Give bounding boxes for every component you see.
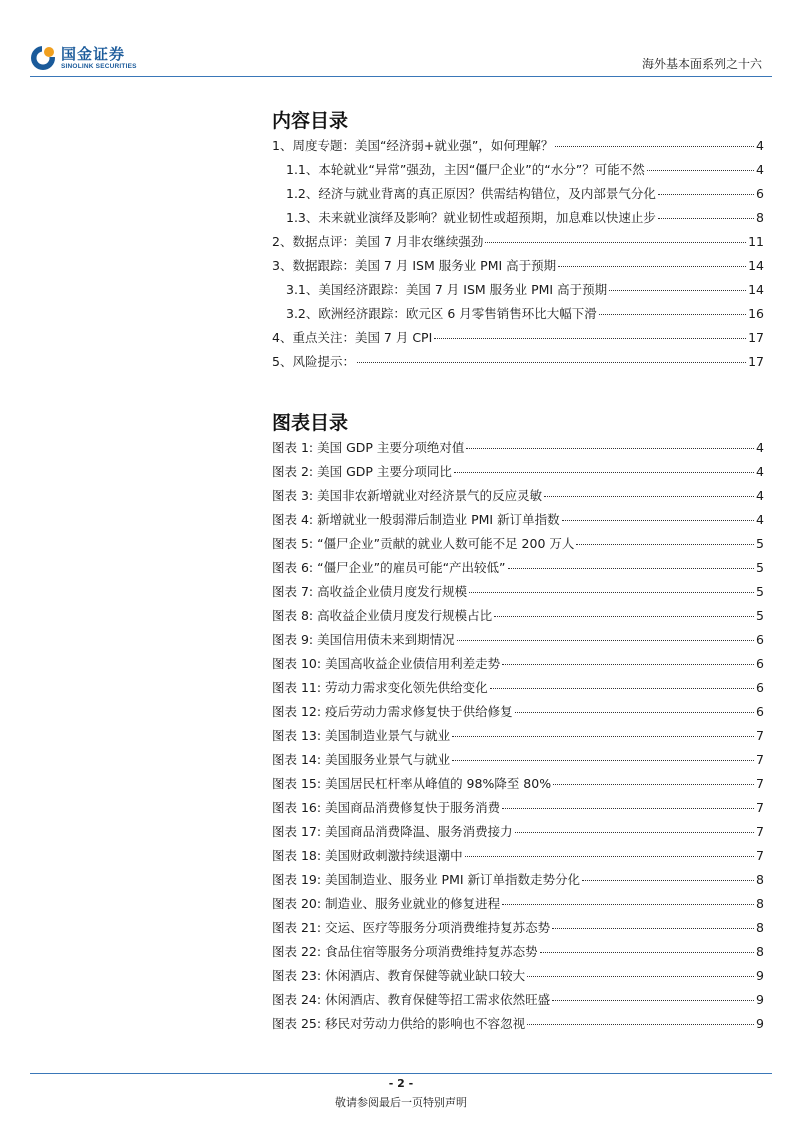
toc-entry-label[interactable]: 1.3、未来就业演绎及影响？就业韧性或超预期，加息难以快速止步 [286, 210, 656, 225]
toc-entry-page[interactable]: 16 [748, 306, 764, 321]
contents-entry[interactable] [272, 280, 764, 304]
toc-entry-page[interactable]: 6 [756, 680, 764, 695]
toc-entry-page[interactable]: 7 [756, 800, 764, 815]
toc-entry-page[interactable]: 14 [748, 282, 764, 297]
figure-entry[interactable] [272, 582, 764, 606]
toc-entry-label[interactable]: 图表 2: 美国 GDP 主要分项同比 [272, 464, 452, 479]
toc-entry-page[interactable]: 8 [756, 920, 764, 935]
toc-entry-label[interactable]: 图表 24: 休闲酒店、教育保健等招工需求依然旺盛 [272, 992, 551, 1007]
toc-entry-page[interactable]: 4 [756, 512, 764, 527]
figure-entry[interactable] [272, 726, 764, 750]
toc-entry-page[interactable]: 9 [756, 968, 764, 983]
contents-entry[interactable] [272, 256, 764, 280]
toc-entry-page[interactable]: 5 [756, 584, 764, 599]
toc-entry-label[interactable]: 图表 21: 交运、医疗等服务分项消费维持复苏态势 [272, 920, 551, 935]
header-divider [30, 76, 772, 77]
dot-leader [454, 472, 754, 473]
toc-entry-page[interactable]: 8 [756, 210, 764, 225]
figure-entry[interactable] [272, 630, 764, 654]
dot-leader [515, 832, 754, 833]
figure-entry[interactable] [272, 870, 764, 894]
toc-entry-page[interactable]: 17 [748, 330, 764, 345]
toc-entry-label[interactable]: 图表 23: 休闲酒店、教育保健等就业缺口较大 [272, 968, 526, 983]
toc-entry-label[interactable]: 图表 8: 高收益企业债月度发行规模占比 [272, 608, 493, 623]
toc-entry-label[interactable]: 图表 19: 美国制造业、服务业 PMI 新订单指数走势分化 [272, 872, 581, 887]
toc-entry-label[interactable]: 图表 4: 新增就业一般弱滞后制造业 PMI 新订单指数 [272, 512, 560, 527]
figure-entry[interactable] [272, 462, 764, 486]
toc-entry-label[interactable]: 3、数据跟踪：美国 7 月 ISM 服务业 PMI 高于预期 [272, 258, 557, 273]
toc-entry-label[interactable]: 3.2、欧洲经济跟踪：欧元区 6 月零售销售环比大幅下滑 [286, 306, 597, 321]
sinolink-logo-icon [30, 45, 56, 71]
toc-entry-label[interactable]: 图表 15: 美国居民杠杆率从峰值的 98%降至 80% [272, 776, 552, 791]
toc-entry-page[interactable]: 8 [756, 944, 764, 959]
figure-entry[interactable] [272, 966, 764, 990]
toc-entry-label[interactable]: 图表 18: 美国财政刺激持续退潮中 [272, 848, 463, 863]
dot-leader [609, 290, 746, 291]
dot-leader [457, 640, 754, 641]
toc-entry-page[interactable]: 9 [756, 992, 764, 1007]
figure-entry[interactable] [272, 702, 764, 726]
dot-leader [582, 880, 754, 881]
figure-entry[interactable] [272, 486, 764, 510]
toc-entry-page[interactable]: 17 [748, 354, 764, 369]
dot-leader [515, 712, 754, 713]
toc-entry-page[interactable]: 6 [756, 704, 764, 719]
dot-leader [434, 338, 746, 339]
dot-leader [555, 146, 754, 147]
toc-entry-page[interactable]: 5 [756, 536, 764, 551]
contents-entry[interactable] [272, 328, 764, 352]
toc-entry-label[interactable]: 5、风险提示： [272, 354, 355, 369]
toc-entry-label[interactable]: 图表 22: 食品住宿等服务分项消费维持复苏态势 [272, 944, 538, 959]
toc-entry-page[interactable]: 6 [756, 186, 764, 201]
dot-leader [494, 616, 754, 617]
toc-entry-page[interactable]: 4 [756, 162, 764, 177]
toc-entry-label[interactable]: 图表 7: 高收益企业债月度发行规模 [272, 584, 468, 599]
contents-entry[interactable] [272, 136, 764, 160]
logo-chinese-name: 国金证券 [61, 44, 126, 63]
contents-entry[interactable] [272, 184, 764, 208]
toc-entry-label[interactable]: 图表 13: 美国制造业景气与就业 [272, 728, 451, 743]
figure-entry[interactable] [272, 1014, 764, 1038]
toc-entry-label[interactable]: 图表 20: 制造业、服务业就业的修复进程 [272, 896, 501, 911]
dot-leader [508, 568, 755, 569]
figure-entry[interactable] [272, 534, 764, 558]
toc-entry-page[interactable]: 7 [756, 824, 764, 839]
contents-entry[interactable] [272, 232, 764, 256]
dot-leader [544, 496, 754, 497]
toc-entry-page[interactable]: 14 [748, 258, 764, 273]
page-header [0, 0, 802, 82]
figure-entry[interactable] [272, 894, 764, 918]
figure-entry[interactable] [272, 918, 764, 942]
toc-entry-page[interactable]: 9 [756, 1016, 764, 1031]
toc-entry-label[interactable]: 1.2、经济与就业背离的真正原因？供需结构错位，及内部景气分化 [286, 186, 656, 201]
contents-entry[interactable] [272, 208, 764, 232]
dot-leader [452, 736, 754, 737]
dot-leader [540, 952, 754, 953]
dot-leader [466, 448, 754, 449]
logo-english-name: SINOLINK SECURITIES [61, 62, 137, 70]
toc-entry-label[interactable]: 图表 9: 美国信用债未来到期情况 [272, 632, 455, 647]
toc-entry-label[interactable]: 图表 6: “僵尸企业”的雇员可能“产出较低” [272, 560, 506, 575]
footer-divider [30, 1073, 772, 1074]
disclaimer: 敬请参阅最后一页特别声明 [335, 1096, 467, 1109]
figure-entry[interactable] [272, 846, 764, 870]
toc-entry-page[interactable]: 7 [756, 752, 764, 767]
figure-entry[interactable] [272, 558, 764, 582]
company-logo [30, 45, 137, 71]
toc-entry-label[interactable]: 图表 17: 美国商品消费降温、服务消费接力 [272, 824, 513, 839]
toc-entry-page[interactable]: 8 [756, 872, 764, 887]
contents-entry[interactable] [272, 304, 764, 328]
contents-title: 内容目录 [272, 110, 349, 132]
toc-entry-page[interactable]: 7 [756, 776, 764, 791]
dot-leader [452, 760, 754, 761]
toc-entry-label[interactable]: 1、周度专题：美国“经济弱+就业强”，如何理解？ [272, 138, 554, 153]
figure-entry[interactable] [272, 438, 764, 462]
dot-leader [527, 1024, 754, 1025]
dot-leader [357, 362, 746, 363]
contents-entry[interactable] [272, 160, 764, 184]
page-number: - 2 - [388, 1077, 414, 1090]
figure-entry[interactable] [272, 798, 764, 822]
toc-entry-label[interactable]: 1.1、本轮就业“异常”强劲，主因“僵尸企业”的“水分”？可能不然 [286, 162, 645, 177]
dot-leader [576, 544, 754, 545]
dot-leader [658, 194, 754, 195]
toc-entry-page[interactable]: 4 [756, 138, 764, 153]
figure-entry[interactable] [272, 606, 764, 630]
toc-entry-label[interactable]: 3.1、美国经济跟踪：美国 7 月 ISM 服务业 PMI 高于预期 [286, 282, 608, 297]
report-series: 海外基本面系列之十六 [641, 57, 762, 71]
toc-entry-label[interactable]: 图表 5: “僵尸企业”贡献的就业人数可能不足 200 万人 [272, 536, 575, 551]
toc-entry-label[interactable]: 2、数据点评：美国 7 月非农继续强劲 [272, 234, 484, 249]
toc-entry-page[interactable]: 8 [756, 896, 764, 911]
dot-leader [658, 218, 754, 219]
dot-leader [553, 784, 754, 785]
toc-entry-page[interactable]: 6 [756, 656, 764, 671]
dot-leader [527, 976, 754, 977]
dot-leader [552, 1000, 754, 1001]
toc-entry-page[interactable]: 4 [756, 488, 764, 503]
toc-entry-page[interactable]: 7 [756, 848, 764, 863]
figure-entry[interactable] [272, 510, 764, 534]
toc-entry-page[interactable]: 6 [756, 632, 764, 647]
dot-leader [465, 856, 754, 857]
toc-entry-page[interactable]: 4 [756, 464, 764, 479]
toc-entry-label[interactable]: 图表 10: 美国高收益企业债信用利差走势 [272, 656, 501, 671]
figure-entry[interactable] [272, 990, 764, 1014]
toc-entry-page[interactable]: 11 [748, 234, 764, 249]
contents-list [272, 136, 764, 376]
dot-leader [552, 928, 754, 929]
figure-entry[interactable] [272, 678, 764, 702]
toc-entry-label[interactable]: 图表 16: 美国商品消费修复快于服务消费 [272, 800, 501, 815]
dot-leader [485, 242, 746, 243]
figure-entry[interactable] [272, 750, 764, 774]
toc-entry-label[interactable]: 图表 11: 劳动力需求变化领先供给变化 [272, 680, 488, 695]
dot-leader [558, 266, 746, 267]
contents-entry[interactable] [272, 352, 764, 376]
figure-entry[interactable] [272, 822, 764, 846]
figure-entry[interactable] [272, 942, 764, 966]
figures-title: 图表目录 [272, 412, 349, 434]
toc-entry-page[interactable]: 5 [756, 608, 764, 623]
dot-leader [562, 520, 754, 521]
toc-entry-label[interactable]: 4、重点关注：美国 7 月 CPI [272, 330, 433, 345]
toc-entry-label[interactable]: 图表 1: 美国 GDP 主要分项绝对值 [272, 440, 465, 455]
figures-list [272, 438, 764, 1038]
dot-leader [599, 314, 746, 315]
toc-entry-label[interactable]: 图表 3: 美国非农新增就业对经济景气的反应灵敏 [272, 488, 543, 503]
dot-leader [647, 170, 754, 171]
dot-leader [502, 664, 754, 665]
toc-entry-page[interactable]: 4 [756, 440, 764, 455]
toc-entry-label[interactable]: 图表 14: 美国服务业景气与就业 [272, 752, 451, 767]
dot-leader [469, 592, 754, 593]
toc-entry-page[interactable]: 7 [756, 728, 764, 743]
toc-entry-label[interactable]: 图表 12: 疫后劳动力需求修复快于供给修复 [272, 704, 513, 719]
dot-leader [502, 808, 754, 809]
toc-entry-label[interactable]: 图表 25: 移民对劳动力供给的影响也不容忽视 [272, 1016, 526, 1031]
toc-entry-page[interactable]: 5 [756, 560, 764, 575]
dot-leader [502, 904, 754, 905]
dot-leader [490, 688, 754, 689]
figure-entry[interactable] [272, 654, 764, 678]
figure-entry[interactable] [272, 774, 764, 798]
